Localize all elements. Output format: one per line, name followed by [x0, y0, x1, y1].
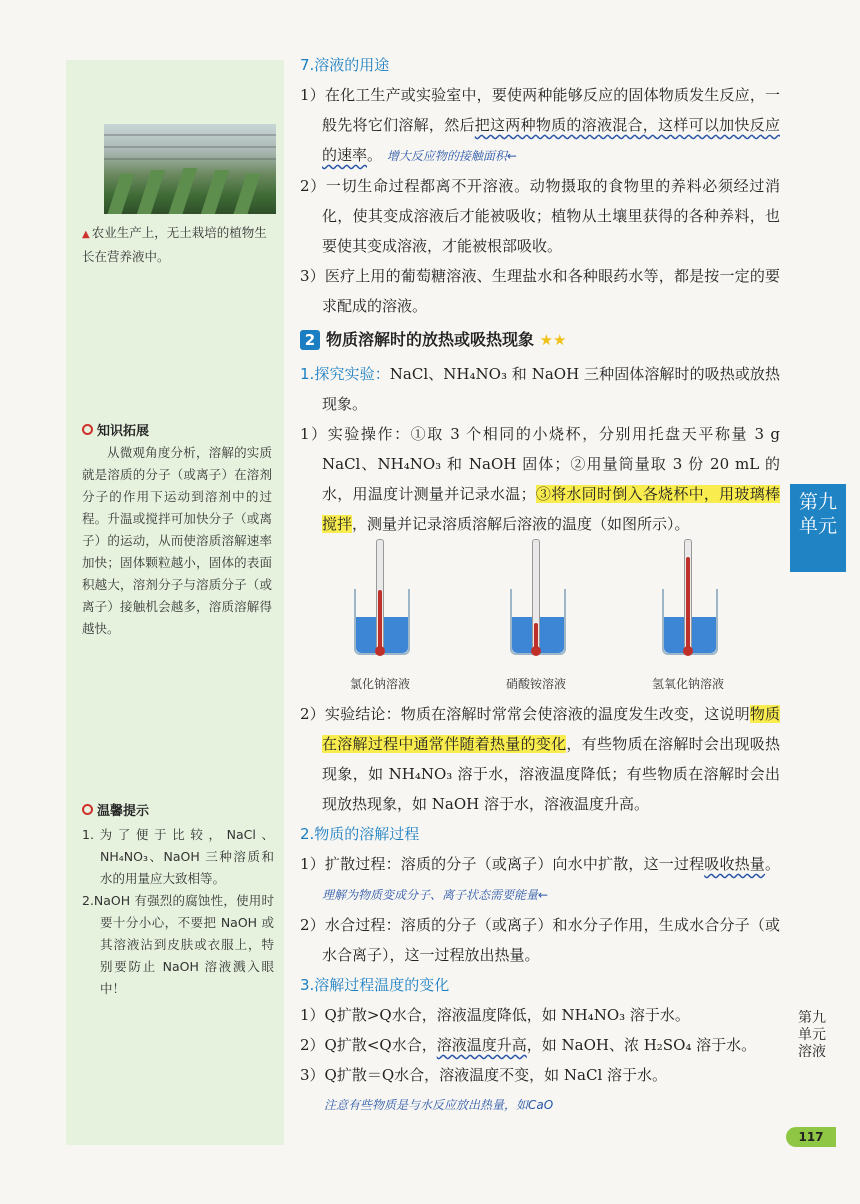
section-heading-2: 2 物质溶解时的放热或吸热现象 ★★ — [300, 325, 780, 355]
underlined-text: 溶液温度升高 — [436, 1036, 527, 1054]
star-icon: ★★ — [539, 331, 567, 349]
tip-item: 2.NaOH 有强烈的腐蚀性，使用时要十分小心，不要把 NaOH 或其溶液沾到皮肤或衣服上，特别要防止 NaOH 溶液溅入眼中！ — [82, 893, 274, 996]
figure-label: 硝酸铵溶液 — [505, 677, 566, 691]
paragraph: 1）在化工生产或实验室中，要使两种能够反应的固体物质发生反应，一般先将它们溶解，然后把这两种物质的溶液混合，这样可以加快反应的速率。 增大反应物的接触面积← — [300, 86, 780, 164]
figure-label: 氢氧化钠溶液 — [651, 677, 724, 691]
bullet-icon — [82, 804, 93, 815]
thermometer — [376, 539, 384, 651]
paragraph: 2）实验结论：物质在溶解时常常会使溶液的温度发生改变，这说明物质在溶解过程中通常伴随着热量的变化，有些物质在溶解时会出现吸热现象，如 NH₄NO₃ 溶于水，溶液温度降低；有些物质在溶解时会出现放热现象，如 NaOH 溶于水，溶液温度升高。 — [300, 705, 780, 813]
section-title: 7.溶液的用途 — [300, 56, 390, 74]
paragraph: 1）Q扩散>Q水合，溶液温度降低，如 NH₄NO₃ 溶于水。 — [300, 1006, 690, 1024]
handwritten-note: 理解为物质变成分子、离子状态需要能量 — [322, 888, 539, 902]
paragraph: 2）一切生命过程都离不开溶液。动物摄取的食物里的养料必须经过消化，使其变成溶液后才能被吸收；植物从土壤里获得的各种养料，也要使其变成溶液，才能被根部吸收。 — [300, 177, 780, 255]
paragraph: 1.探究实验：NaCl、NH₄NO₃ 和 NaOH 三种固体溶解时的吸热或放热现象。 — [300, 365, 780, 413]
highlighted-text: ③将水同时倒入各烧杯中，用玻璃棒搅拌 — [322, 485, 780, 533]
underlined-text: 把这两种物质的溶液混合，这样可以加快反应的速率 — [322, 116, 780, 164]
unit-tab: 第九单元 — [790, 484, 846, 572]
knowledge-heading: 知识拓展 — [82, 420, 149, 439]
tip-item: 1.为了便于比较，NaCl、NH₄NO₃、NaOH 三种溶质和水的用量应大致相等。 — [82, 827, 274, 886]
photo-caption: ▲ 农业生产上，无土栽培的植物生长在营养液中。 — [82, 225, 267, 264]
triangle-icon: ▲ — [82, 229, 90, 240]
experiment-figure — [300, 539, 780, 699]
paragraph: 3）医疗上用的葡萄糖溶液、生理盐水和各种眼药水等，都是按一定的要求配成的溶液。 — [300, 267, 780, 315]
figure-label: 氯化钠溶液 — [349, 677, 410, 691]
paragraph: 2）水合过程：溶质的分子（或离子）和水分子作用，生成水合分子（或水合离子），这一过程放出热量。 — [300, 916, 780, 964]
section-number-badge: 2 — [300, 330, 320, 350]
handwritten-note: 增大反应物的接触面积 — [386, 149, 507, 163]
handwritten-note: 注意有些物质是与水反应放出热量，如CaO — [324, 1098, 554, 1112]
unit-vertical-label: 第九单元 溶液 — [798, 1010, 840, 1060]
paragraph: 3）Q扩散＝Q水合，溶液温度不变，如 NaCl 溶于水。 — [300, 1066, 668, 1084]
underlined-text: 吸收热量 — [704, 855, 765, 873]
section-title: 3.溶解过程温度的变化 — [300, 976, 450, 994]
greenhouse-photo — [104, 124, 276, 214]
main-content — [300, 50, 780, 1120]
paragraph: 1）实验操作：①取 3 个相同的小烧杯，分别用托盘天平称量 3 g NaCl、NH₄NO₃ 和 NaOH 固体；②用量筒量取 3 份 20 mL 的水，用温度计测量并记录水温；③将水同时倒入各烧杯中，用玻璃棒搅拌，测量并记录溶质溶解后溶液的温度（如图所示）。 — [300, 425, 780, 533]
page-number: 117 — [786, 1127, 836, 1147]
tips-list — [82, 824, 274, 1000]
paragraph: 1）扩散过程：溶质的分子（或离子）向水中扩散，这一过程吸收热量。 理解为物质变成分子、离子状态需要能量← — [300, 855, 780, 902]
tips-heading: 温馨提示 — [82, 800, 149, 819]
thermometer — [684, 539, 692, 651]
highlighted-text: 物质在溶解过程中通常伴随着热量的变化 — [322, 705, 780, 753]
section-title: 2.物质的溶解过程 — [300, 825, 420, 843]
thermometer — [532, 539, 540, 651]
bullet-icon — [82, 424, 93, 435]
paragraph: 2）Q扩散<Q水合，溶液温度升高，如 NaOH、浓 H₂SO₄ 溶于水。 — [300, 1036, 757, 1054]
knowledge-text: 从微观角度分析，溶解的实质就是溶质的分子（或离子）在溶剂分子的作用下运动到溶剂中的过程。升温或搅拌可加快分子（或离子）的运动，从而使溶质溶解速率加快；固体颗粒越小，固体的表面积越大，溶剂分子与溶质分子（或离子）接触机会越多，溶质溶解得越快。 — [82, 445, 272, 636]
